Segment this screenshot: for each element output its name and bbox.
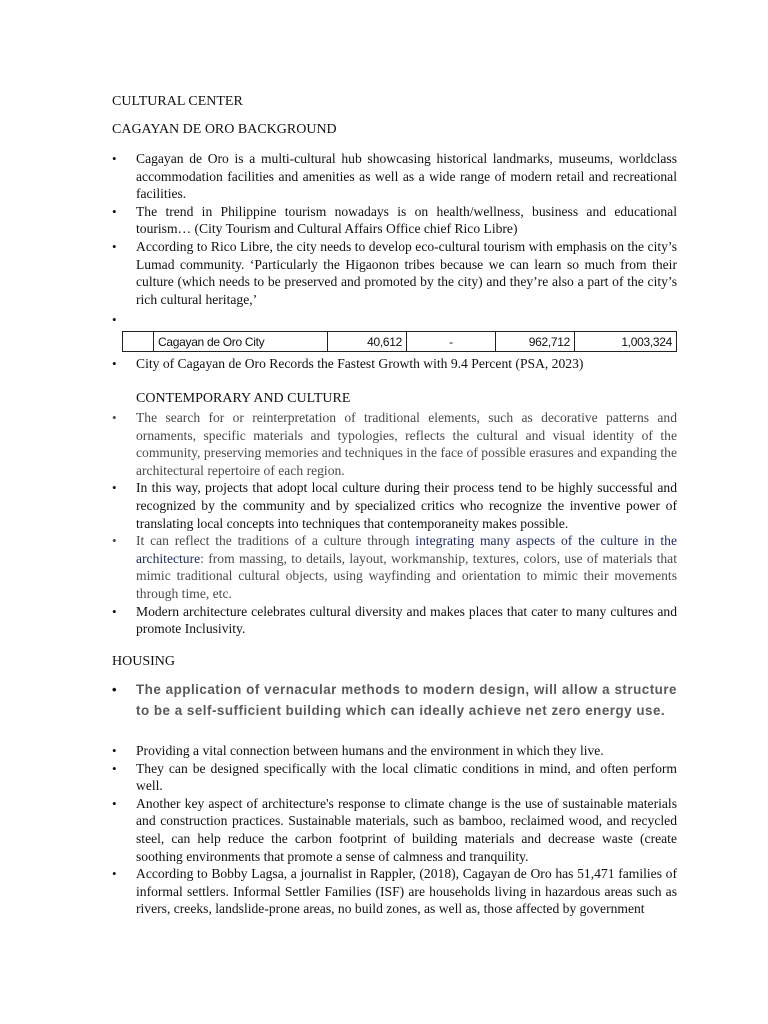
housing-bullet-list (112, 742, 677, 918)
population-table (122, 331, 677, 352)
heading-contemporary: CONTEMPORARY AND CULTURE (136, 391, 351, 406)
growth-note: • City of Cagayan de Oro Records the Fastest Growth with 9.4 Percent (PSA, 2023) (112, 355, 677, 373)
contemporary-bullet: • Modern architecture celebrates cultural diversity and makes places that cater to many cultures and promote Inclusivity. (112, 603, 677, 638)
housing-bullet: • According to Bobby Lagsa, a journalist in Rappler, (2018), Cagayan de Oro has 51,471 families of informal settlers. Informal Settler Families (ISF) are households living in hazardous areas such as rivers, creeks, landslide-prone areas, no build zones, as well as, those affected by government (112, 865, 677, 918)
table-row (123, 332, 677, 352)
contemporary-bullet-list (112, 409, 677, 638)
contemporary-bullet: • In this way, projects that adopt local culture during their process tend to be highly successful and recognized by the community and by specialized critics who recognize the inventive power of translating local concepts into techniques that contemporaneity makes possible. (112, 479, 677, 532)
table-cell-city: Cagayan de Oro City (154, 332, 328, 352)
housing-bullet: • Providing a vital connection between humans and the environment in which they live. (112, 742, 677, 760)
empty-bullet: • (112, 312, 117, 327)
table-cell-value: 1,003,324 (575, 332, 677, 352)
growth-bullet-list (112, 355, 677, 373)
contemporary-bullet: • The search for or reinterpretation of traditional elements, such as decorative patterns and ornaments, specific materials and typologies, reflects the cultural and visual identity of the community, preserving memories and techniques in the face of possible erasures and expanding the architectural repertoire of each region. (112, 409, 677, 479)
housing-lead-bullet: • The application of vernacular methods to modern design, will allow a structure to be a self-sufficient building which can ideally achieve net zero energy use. (112, 680, 677, 721)
table-cell-value: 962,712 (496, 332, 575, 352)
background-bullet: • The trend in Philippine tourism nowadays is on health/wellness, business and educational tourism… (City Tourism and Cultural Affairs Office chief Rico Libre) (112, 203, 677, 238)
heading-cdo-background: CAGAYAN DE ORO BACKGROUND (112, 122, 337, 137)
housing-bullet: • They can be designed specifically with the local climatic conditions in mind, and often perform well. (112, 760, 677, 795)
contemporary-bullet (112, 532, 677, 602)
housing-lead-list (112, 680, 677, 721)
background-bullet: • According to Rico Libre, the city needs to develop eco-cultural tourism with emphasis on the city’s Lumad community. ‘Particularly the Higaonon tribes because we can learn so much from their culture (which needs to be preserved and promoted by the city) and they’re also a part of the city’s rich cultural heritage,’ (112, 238, 677, 308)
table-cell-empty (123, 332, 154, 352)
highlighted-text: integrating many aspects of the culture in the architecture (136, 533, 677, 566)
table-cell-value: - (407, 332, 496, 352)
heading-housing: HOUSING (112, 654, 175, 669)
housing-bullet: • Another key aspect of architecture's response to climate change is the use of sustainable materials and construction practices. Sustainable materials, such as bamboo, reclaimed wood, and recycled steel, can help reduce the carbon footprint of building materials and decrease waste (create soothing environments that promote a sense of calmness and tranquility. (112, 795, 677, 865)
heading-cultural-center: CULTURAL CENTER (112, 94, 243, 109)
background-bullet-list (112, 150, 677, 308)
background-bullet: • Cagayan de Oro is a multi-cultural hub showcasing historical landmarks, museums, worldclass accommodation facilities and amenities as well as a wide range of modern retail and recreational facilities. (112, 150, 677, 203)
bullet-text: : from massing, to details, layout, workmanship, textures, colors, use of materials that mimic traditional cultural objects, using wayfinding and orientation to mimic their movements through time, etc. (136, 550, 677, 601)
table-cell-value: 40,612 (328, 332, 407, 352)
bullet-text: It can reflect the traditions of a culture through (136, 533, 416, 549)
